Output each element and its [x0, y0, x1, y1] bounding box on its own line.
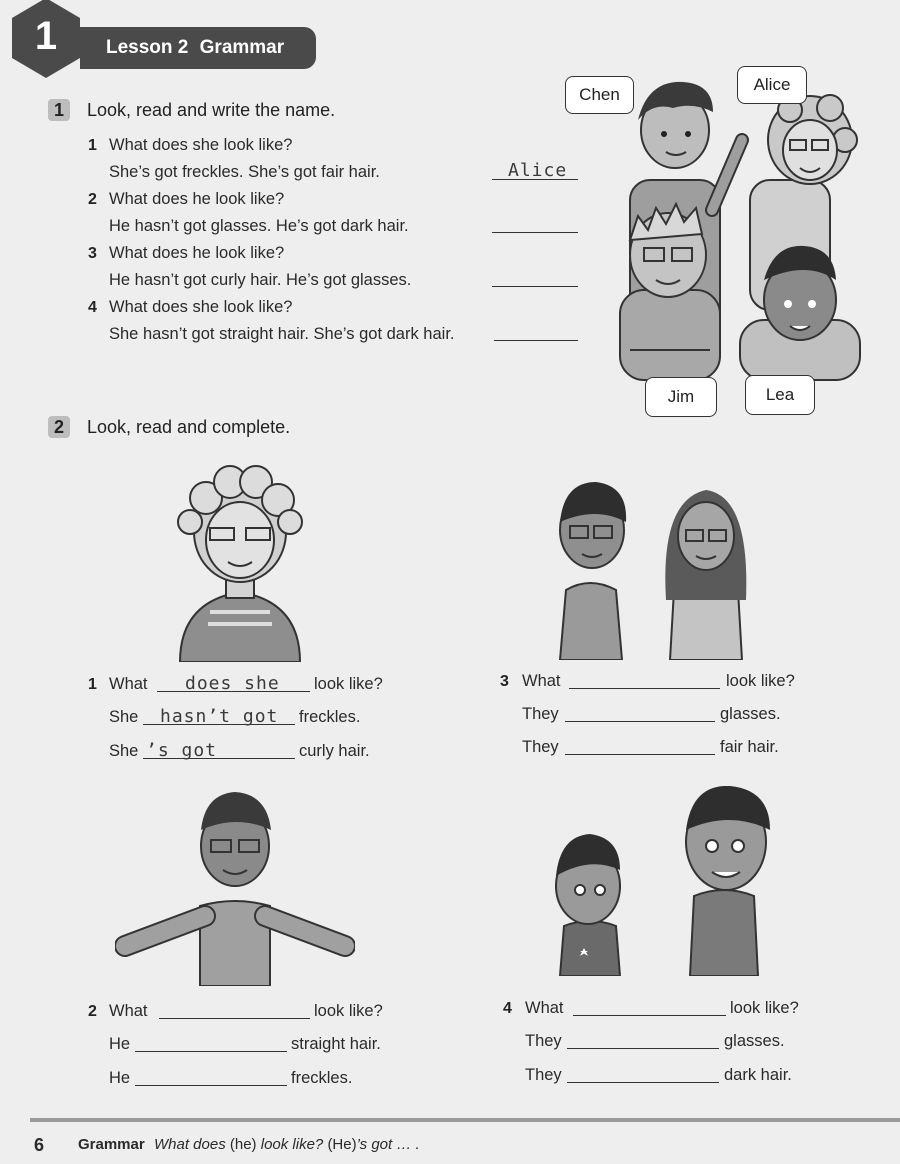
exercise-1-title: Look, read and write the name.: [87, 100, 336, 120]
ex1-item-3-answer-blank[interactable]: [492, 286, 578, 287]
ex1-item-1-answer: Alice: [508, 160, 568, 181]
ex1-item-3-statement: He hasn’t got curly hair. He’s got glasses.: [109, 271, 412, 289]
ex2-item-2-line1-blank[interactable]: [159, 1018, 310, 1019]
ex1-item-1-number: 1: [88, 137, 97, 154]
ex2-item-4-line3-pre: They: [525, 1066, 562, 1084]
ex1-item-3-number: 3: [88, 245, 97, 262]
name-tag-jim: Jim: [645, 377, 717, 417]
ex2-item-2-line3-blank[interactable]: [135, 1085, 287, 1086]
freckles-boy-illustration: [115, 786, 355, 986]
ex1-item-3-question: What does he look like?: [109, 244, 285, 262]
ex2-item-3-line3-pre: They: [522, 738, 559, 756]
footer-rule: [30, 1118, 900, 1122]
ex2-item-4-line1-pre: What: [525, 999, 564, 1017]
ex2-item-3-line3-blank[interactable]: [565, 754, 715, 755]
ex2-item-3-number: 3: [500, 673, 509, 690]
ex2-item-4-line3-post: dark hair.: [724, 1066, 792, 1084]
ex1-item-4-statement: She hasn’t got straight hair. She’s got dark hair.: [109, 325, 455, 343]
ex2-item-1-number: 1: [88, 676, 97, 693]
ex1-item-2-answer-blank[interactable]: [492, 232, 578, 233]
ex2-item-3-line2-pre: They: [522, 705, 559, 723]
footer-text-b: (he): [229, 1136, 257, 1153]
ex2-item-3-line3-post: fair hair.: [720, 738, 779, 756]
ex2-item-2-line1-post: look like?: [314, 1002, 383, 1020]
footer-text-c: look like?: [256, 1136, 328, 1153]
ex2-item-2-line2-blank[interactable]: [135, 1051, 287, 1052]
name-tag-alice: Alice: [737, 66, 807, 104]
ex2-item-3-line1-post: look like?: [726, 672, 795, 690]
page-number: 6: [34, 1135, 45, 1155]
lesson-label: Lesson 2: [106, 37, 189, 58]
ex2-item-1-line3-pre: She: [109, 742, 139, 760]
exercise-2-title: Look, read and complete.: [87, 417, 291, 437]
footer-section-label: Grammar: [78, 1136, 145, 1153]
ex2-item-1-line2-post: freckles.: [299, 708, 361, 726]
ex2-item-1-line3-answer: ’s got: [146, 740, 218, 761]
children-group-illustration: [600, 60, 890, 420]
ex1-item-1-statement: She’s got freckles. She’s got fair hair.: [109, 163, 380, 181]
name-tag-lea: Lea: [745, 375, 815, 415]
ex2-item-1-line2-answer: hasn’t got: [160, 706, 279, 727]
footer-text-d: (He): [327, 1136, 357, 1153]
boy-and-girl-glasses-illustration: [550, 470, 760, 660]
ex2-item-3-line2-blank[interactable]: [565, 721, 715, 722]
ex2-item-2-line1-pre: What: [109, 1002, 148, 1020]
curly-hair-girl-illustration: [170, 462, 310, 662]
ex1-item-4-answer-blank[interactable]: [494, 340, 578, 341]
ex1-item-4-question: What does she look like?: [109, 298, 293, 316]
ex2-item-4-line1-post: look like?: [730, 999, 799, 1017]
ex2-item-2-line3-pre: He: [109, 1069, 131, 1087]
footer-text-e: ’s got … .: [356, 1136, 420, 1153]
name-tag-chen: Chen: [565, 76, 634, 114]
footer-structure-text: [154, 1136, 420, 1153]
ex1-item-1-question: What does she look like?: [109, 136, 293, 154]
ex1-item-2-number: 2: [88, 191, 97, 208]
ex2-item-4-line1-blank[interactable]: [573, 1015, 726, 1016]
ex2-item-3-line2-post: glasses.: [720, 705, 781, 723]
ex2-item-4-line2-blank[interactable]: [567, 1048, 719, 1049]
unit-number: 1: [34, 14, 58, 58]
ex2-item-1-line3-post: curly hair.: [299, 742, 370, 760]
ex2-item-1-line1-answer: does she: [185, 673, 280, 694]
ex2-item-3-line1-blank[interactable]: [569, 688, 720, 689]
ex2-item-4-line2-post: glasses.: [724, 1032, 785, 1050]
ex2-item-1-line2-pre: She: [109, 708, 139, 726]
ex2-item-4-line2-pre: They: [525, 1032, 562, 1050]
lesson-title-bar: [80, 27, 316, 69]
ex2-item-2-line3-post: freckles.: [291, 1069, 353, 1087]
ex2-item-4-number: 4: [503, 1000, 512, 1017]
ex2-item-2-line2-pre: He: [109, 1035, 131, 1053]
ex1-item-4-number: 4: [88, 299, 97, 316]
ex1-item-2-question: What does he look like?: [109, 190, 285, 208]
ex2-item-2-line2-post: straight hair.: [291, 1035, 381, 1053]
footer-text-a: What does: [154, 1136, 230, 1153]
ex2-item-4-line3-blank[interactable]: [567, 1082, 719, 1083]
two-boys-dark-hair-illustration: [540, 786, 780, 976]
exercise-1-number: 1: [48, 99, 70, 121]
ex2-item-3-line1-pre: What: [522, 672, 561, 690]
ex1-item-2-statement: He hasn’t got glasses. He’s got dark hair.: [109, 217, 409, 235]
ex2-item-2-number: 2: [88, 1003, 97, 1020]
lesson-topic: Grammar: [199, 37, 285, 58]
ex2-item-1-line1-post: look like?: [314, 675, 383, 693]
exercise-2-number: 2: [48, 416, 70, 438]
ex2-item-1-line1-pre: What: [109, 675, 148, 693]
